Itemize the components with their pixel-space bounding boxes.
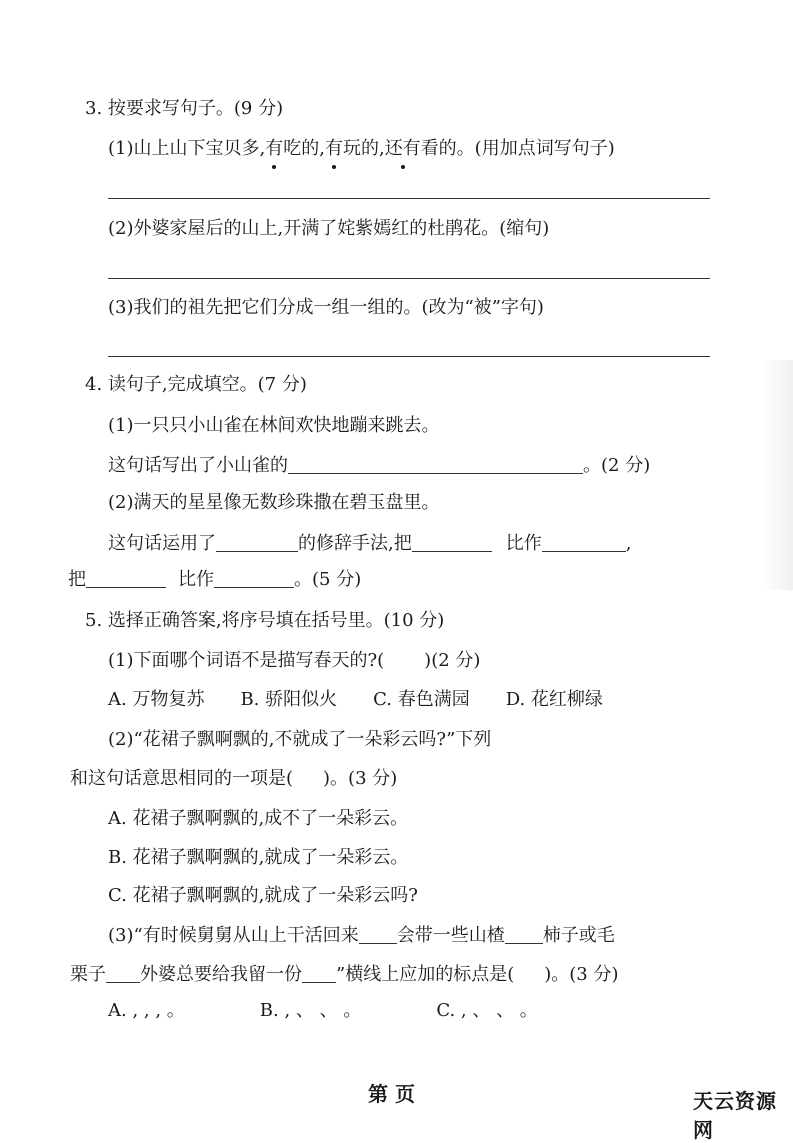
q4-sentence-2: (2)满天的星星像无数珍珠撒在碧玉盘里。: [108, 492, 440, 513]
fill-blank[interactable]: [359, 925, 397, 944]
q5-item-3-options: [108, 998, 538, 1024]
fill-blank[interactable]: [412, 533, 492, 552]
watermark-text: 天云资源网: [693, 1089, 777, 1142]
option-c[interactable]: C. , 、 、 。: [436, 1000, 538, 1021]
q4-sentence-1: (1)一只只小山雀在林间欢快地蹦来跳去。: [108, 415, 440, 436]
option-a[interactable]: A. 万物复苏: [108, 689, 205, 710]
scan-edge-shadow: [762, 360, 793, 590]
emphasis-dot-word: 有: [265, 136, 283, 162]
q5-item-2-line1: (2)“花裙子飘啊飘的,不就成了一朵彩云吗?”下列: [108, 729, 492, 750]
q5-item-1: (1)下面哪个词语不是描写春天的?( )(2 分): [108, 650, 481, 671]
q4-heading: 4. 读句子,完成填空。(7 分): [85, 374, 307, 395]
q4-prompt-1: 这句话写出了小山雀的 。(2 分): [108, 455, 651, 476]
answer-line-q3-2[interactable]: [108, 278, 710, 279]
option-b[interactable]: B. 骄阳似火: [240, 689, 338, 710]
fill-blank[interactable]: [542, 533, 626, 552]
q5-item-2-option-c[interactable]: C. 花裙子飘啊飘的,就成了一朵彩云吗?: [108, 885, 418, 906]
fill-blank[interactable]: [86, 569, 166, 588]
option-b[interactable]: B. , 、 、 。: [259, 1000, 362, 1021]
q5-item-2-option-a[interactable]: A. 花裙子飘啊飘的,成不了一朵彩云。: [108, 808, 409, 829]
fill-blank[interactable]: [288, 455, 583, 474]
q5-item-2-line2: 和这句话意思相同的一项是( )。(3 分): [70, 768, 398, 789]
q3-item-2: (2)外婆家屋后的山上,开满了姹紫嫣红的杜鹃花。(缩句): [108, 218, 550, 239]
fill-blank[interactable]: [505, 925, 543, 944]
fill-blank[interactable]: [106, 964, 140, 983]
fill-blank[interactable]: [214, 569, 294, 588]
option-d[interactable]: D. 花红柳绿: [505, 689, 603, 710]
q3-item-3: (3)我们的祖先把它们分成一组一组的。(改为“被”字句): [108, 297, 544, 318]
option-a[interactable]: A. , , , 。: [108, 1000, 185, 1021]
q4-prompt-2-cont: 把 比作 。(5 分): [68, 569, 362, 590]
q4-prompt-2: 这句话运用了 的修辞手法,把 比作 ,: [108, 533, 632, 554]
fill-blank[interactable]: [216, 533, 298, 552]
page-number-label: 第 页: [368, 1082, 415, 1106]
fill-blank[interactable]: [302, 964, 336, 983]
answer-line-q3-1[interactable]: [108, 198, 710, 199]
q5-item-2-option-b[interactable]: B. 花裙子飘啊飘的,就成了一朵彩云。: [108, 847, 409, 868]
q3-item-1: (1)山上山下宝贝多,有吃的,有玩的,还有看的。(用加点词写句子): [108, 136, 615, 162]
emphasis-dot-word: 还有: [385, 136, 421, 162]
emphasis-dot-word: 有: [325, 136, 343, 162]
option-c[interactable]: C. 春色满园: [373, 689, 470, 710]
q3-heading: 3. 按要求写句子。(9 分): [85, 98, 284, 119]
q5-item-1-options: [108, 687, 603, 713]
q5-item-3-line1: (3)“有时候舅舅从山上干活回来 会带一些山楂 柿子或毛: [108, 925, 615, 946]
q5-item-3-line2: 栗子 外婆总要给我留一份 ”横线上应加的标点是( )。(3 分): [70, 964, 619, 985]
q5-heading: 5. 选择正确答案,将序号填在括号里。(10 分): [85, 610, 445, 631]
answer-line-q3-3[interactable]: [108, 356, 710, 357]
